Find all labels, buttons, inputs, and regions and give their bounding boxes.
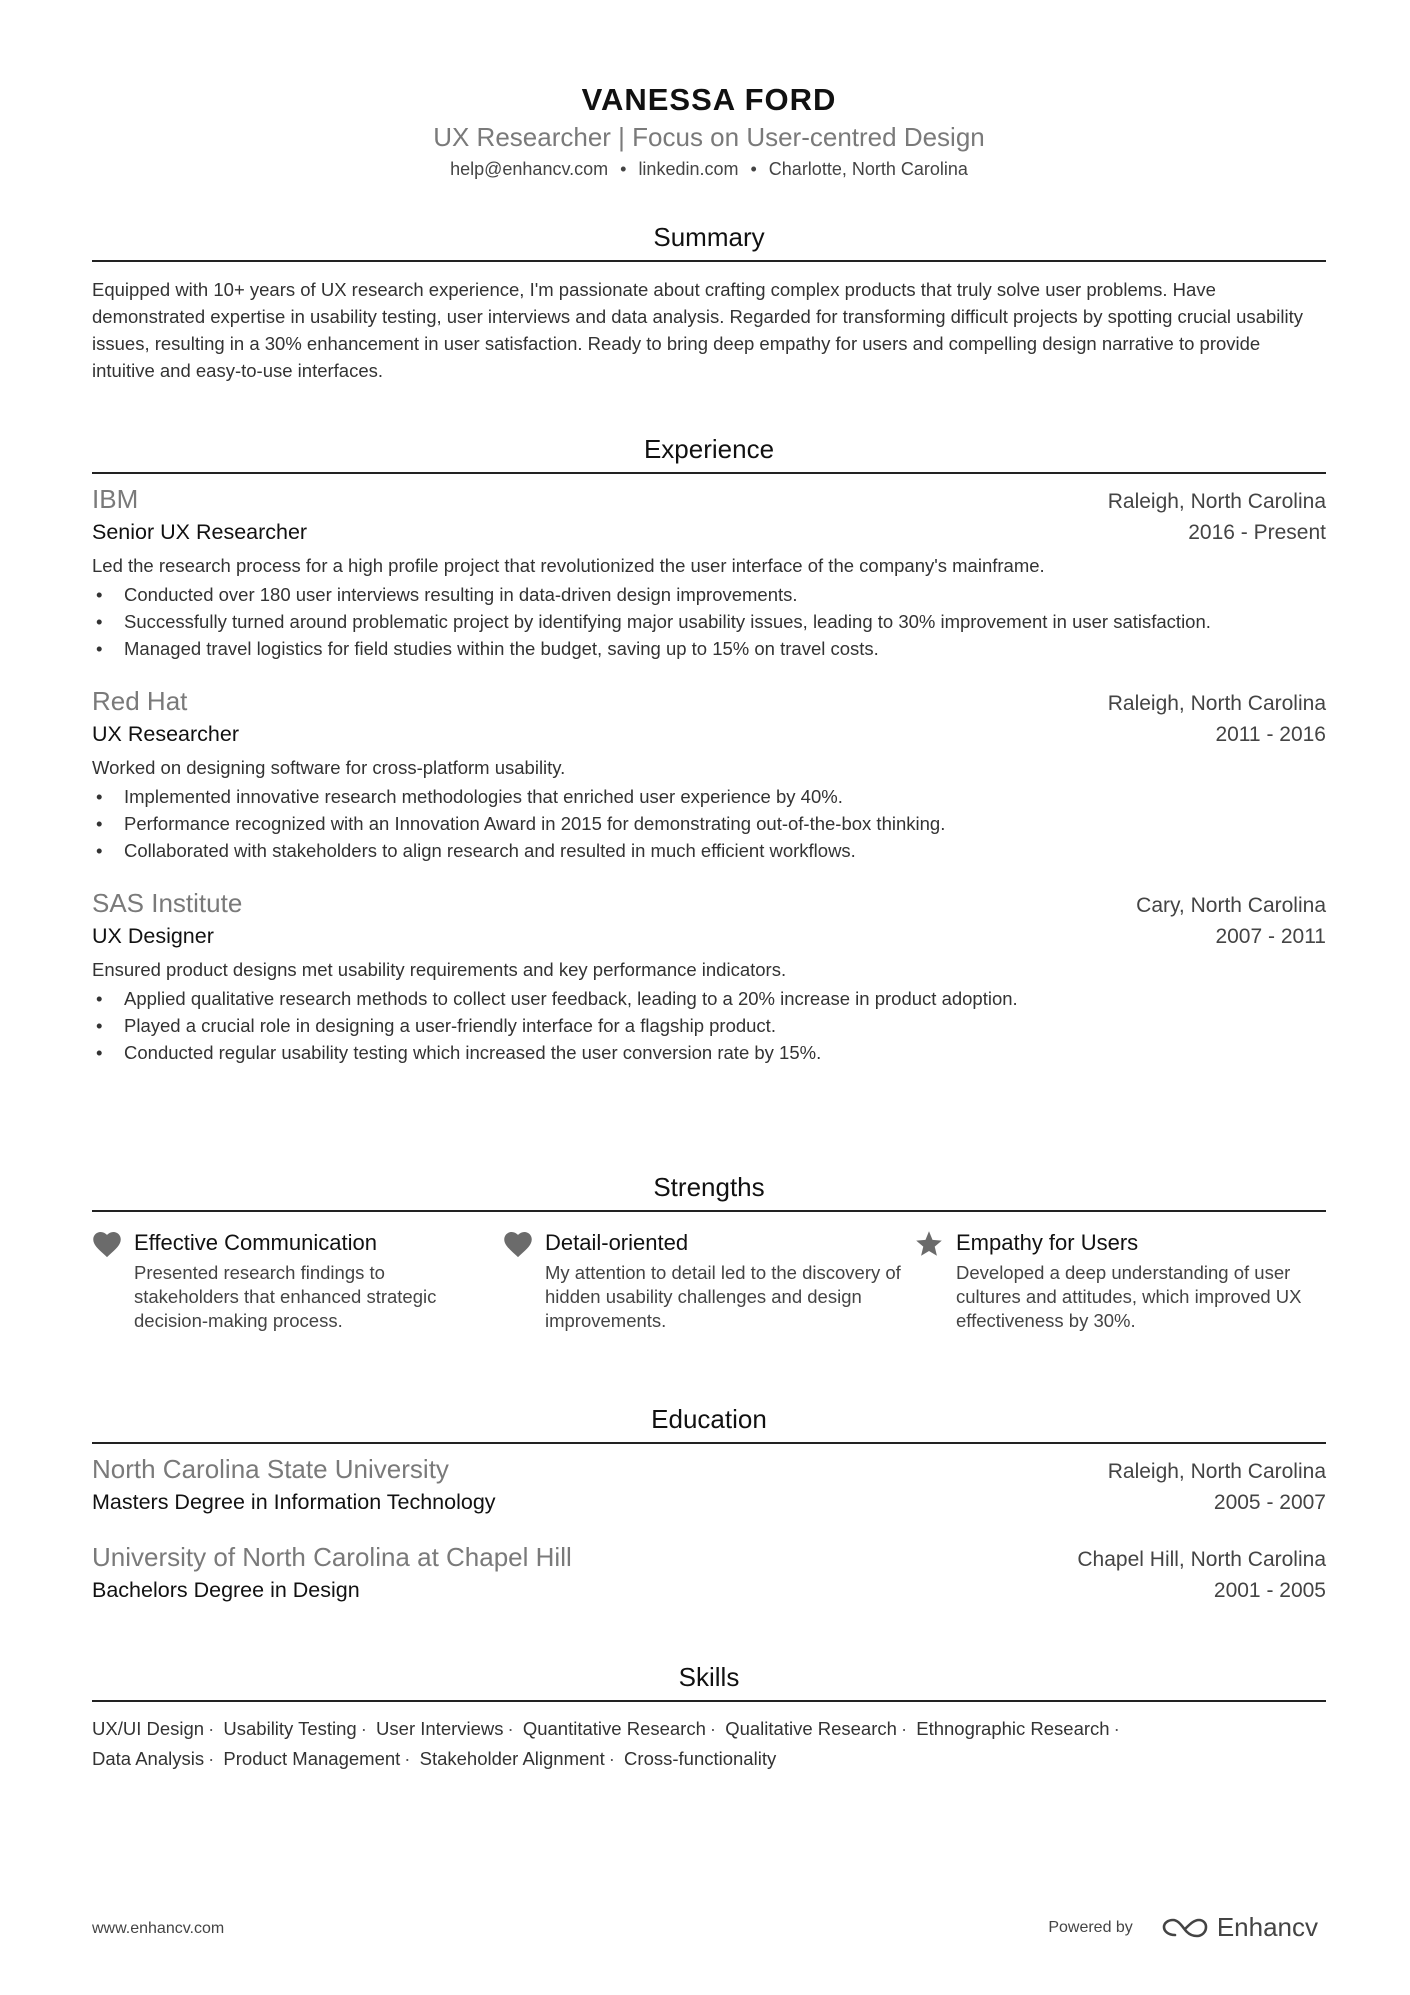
experience-heading: Experience [92,432,1326,474]
separator-dot: • [620,159,627,179]
job-role: UX Designer [92,924,214,948]
strength-title: Empathy for Users [956,1230,1139,1255]
job-bullet: • Implemented innovative research methodologies that enriched user experience by 40%. [92,783,1326,810]
job-dates: 2007 - 2011 [1215,925,1326,948]
school-name: North Carolina State University [92,1454,449,1484]
experience-entry [92,482,1326,662]
enhancv-logo-icon [1161,1915,1209,1941]
job-description: Worked on designing software for cross-platform usability. [92,757,566,778]
summary-section [92,220,1326,384]
heart-icon [92,1228,134,1333]
powered-by-label: Powered by [1048,1918,1133,1936]
skill-tag: Data Analysis [92,1748,205,1769]
degree-name: Bachelors Degree in Design [92,1578,360,1602]
skills-section [92,1660,1326,1774]
skills-heading: Skills [92,1660,1326,1702]
candidate-name: VANESSA FORD [581,82,837,117]
strengths-heading: Strengths [92,1170,1326,1212]
strengths-section [92,1170,1326,1333]
job-bullets [92,985,1326,1066]
skill-tag: Stakeholder Alignment [419,1748,605,1769]
company-name: Red Hat [92,686,188,716]
job-location: Raleigh, North Carolina [1107,490,1326,513]
strength-description: Developed a deep understanding of user cultures and attitudes, which improved UX effectiveness by 30%. [956,1262,1302,1331]
job-bullet: • Conducted regular usability testing which increased the user conversion rate by 15%. [92,1039,1326,1066]
star-icon [914,1228,956,1333]
job-dates: 2011 - 2016 [1215,723,1326,746]
footer-website[interactable]: www.enhancv.com [92,1920,225,1937]
job-bullet: • Managed travel logistics for field studies within the budget, saving up to 15% on travel costs. [92,635,1326,662]
education-dates: 2001 - 2005 [1213,1579,1326,1602]
contact-location: Charlotte, North Carolina [768,159,968,179]
education-heading: Education [92,1402,1326,1444]
strength-item [92,1228,503,1333]
brand-name: Enhancv [1216,1912,1318,1942]
summary-heading: Summary [92,220,1326,262]
contact-linkedin[interactable]: linkedin.com [638,159,739,179]
skill-tag: Cross-functionality [624,1748,777,1769]
candidate-title: UX Researcher | Focus on User-centred Design [433,122,985,152]
strength-description: Presented research findings to stakeholders that enhanced strategic decision-making process. [134,1262,437,1331]
strength-title: Effective Communication [134,1230,377,1255]
strength-title: Detail-oriented [545,1230,689,1255]
job-role: Senior UX Researcher [92,520,308,544]
strength-item [503,1228,914,1333]
strength-description: My attention to detail led to the discovery of hidden usability challenges and design improvements. [545,1262,901,1331]
resume-header [92,0,1326,182]
job-description: Led the research process for a high profile project that revolutionized the user interface of the company's mainframe. [92,555,1045,576]
contact-line [92,156,1326,182]
summary-text: Equipped with 10+ years of UX research experience, I'm passionate about crafting complex products that truly solve user problems. Have demonstrated expertise in usability testing, user interviews and data analysis. Regarded for transforming difficult projects by spotting crucial usability issues, resulting in a 30% enhancement in user satisfaction. Ready to bring deep empathy for users and compelling design narrative to provide intuitive and easy-to-use interfaces. [92,279,1303,381]
company-name: SAS Institute [92,888,243,918]
company-name: IBM [92,484,139,514]
experience-section [92,432,1326,1066]
brand-logo[interactable] [1161,1912,1318,1943]
job-location: Cary, North Carolina [1136,894,1326,917]
job-bullet: • Collaborated with stakeholders to align research and resulted in much efficient workflows. [92,837,1326,864]
school-location: Chapel Hill, North Carolina [1077,1548,1326,1571]
job-bullet: • Performance recognized with an Innovation Award in 2015 for demonstrating out-of-the-box thinking. [92,810,1326,837]
skill-tag: User Interviews [376,1718,504,1739]
job-bullet: • Played a crucial role in designing a user-friendly interface for a flagship product. [92,1012,1326,1039]
education-entry [92,1452,1326,1518]
separator-dot: • [750,159,757,179]
skills-list: UX/UI Design · Usability Testing · User Interviews · Quantitative Research · Qualitative Research · Ethnographic Research · Data Analysis · Product Management · Stakeholder Alignment · Cross-functionality [92,1718,1120,1769]
job-bullets [92,783,1326,864]
skill-tag: Qualitative Research [725,1718,897,1739]
job-bullets [92,581,1326,662]
job-description: Ensured product designs met usability requirements and key performance indicators. [92,959,787,980]
skill-tag: Usability Testing [223,1718,357,1739]
education-section [92,1402,1326,1606]
job-bullet: • Applied qualitative research methods to collect user feedback, leading to a 20% increase in product adoption. [92,985,1326,1012]
education-dates: 2005 - 2007 [1213,1491,1326,1514]
footer-branding [1048,1912,1318,1943]
skill-tag: Ethnographic Research [916,1718,1110,1739]
skill-tag: Quantitative Research [522,1718,706,1739]
job-location: Raleigh, North Carolina [1107,692,1326,715]
strength-item [914,1228,1325,1333]
skill-tag: UX/UI Design [92,1718,205,1739]
job-role: UX Researcher [92,722,239,746]
resume-page [92,0,1326,1769]
degree-name: Masters Degree in Information Technology [92,1490,496,1514]
heart-icon [503,1228,545,1333]
skill-tag: Product Management [223,1748,401,1769]
school-name: University of North Carolina at Chapel Hill [92,1542,572,1572]
experience-entry [92,886,1326,1066]
job-dates: 2016 - Present [1188,521,1326,544]
job-bullet: • Successfully turned around problematic project by identifying major usability issues, leading to 30% improvement in user satisfaction. [92,608,1326,635]
experience-entry [92,684,1326,864]
contact-email[interactable]: help@enhancv.com [450,159,609,179]
school-location: Raleigh, North Carolina [1107,1460,1326,1483]
education-entry [92,1540,1326,1606]
job-bullet: • Conducted over 180 user interviews resulting in data-driven design improvements. [92,581,1326,608]
